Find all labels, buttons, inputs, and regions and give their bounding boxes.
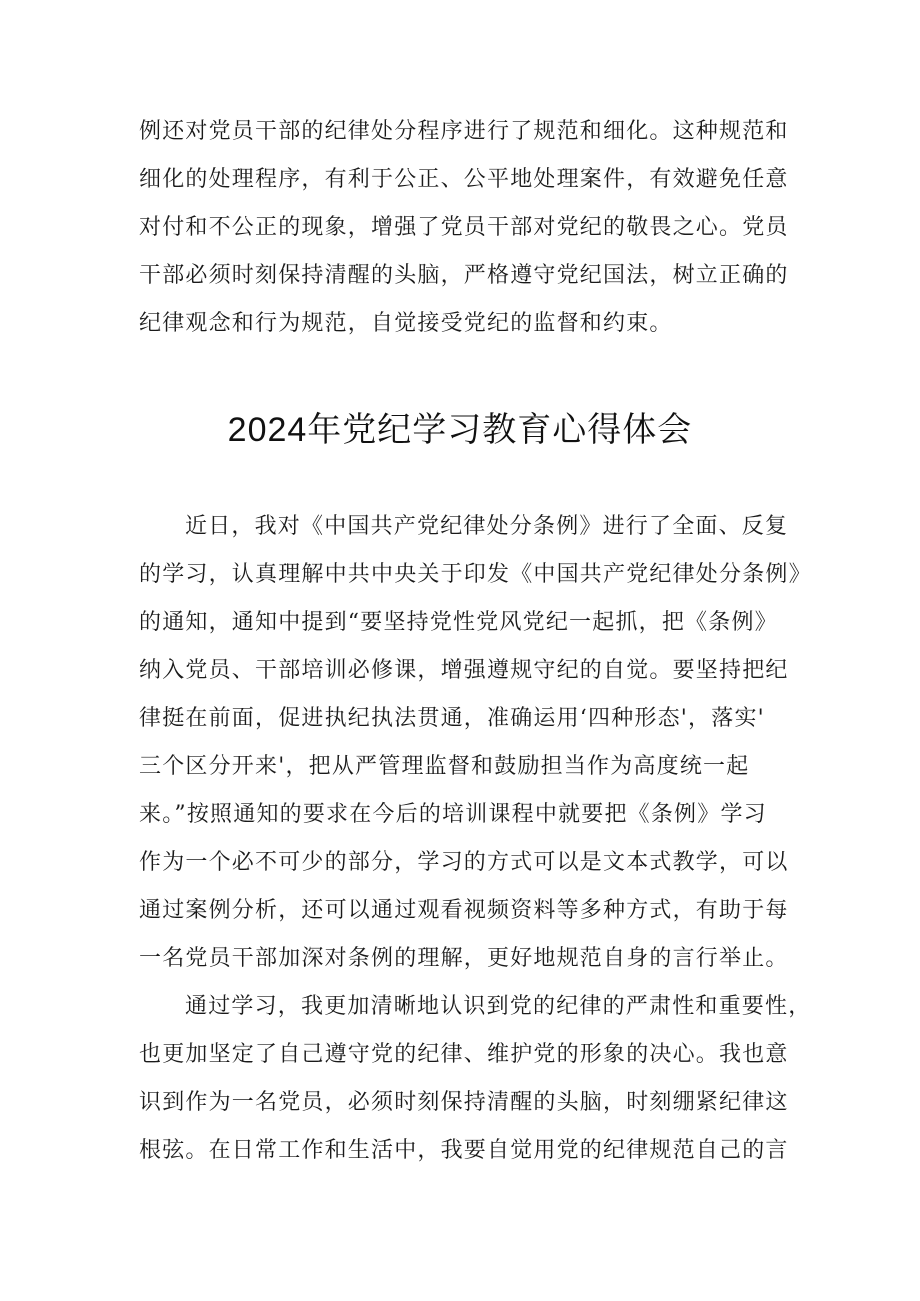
- text-line: 干部必须时刻保持清醒的头脑，严格遵守党纪国法，树立正确的: [139, 263, 789, 288]
- paragraph-2: [139, 983, 819, 1175]
- text-line: 通过案例分析，还可以通过观看视频资料等多种方式，有助于每: [139, 898, 789, 923]
- text-line: 的通知，通知中提到“要坚持党性党风党纪一起抓，把《条例》: [139, 610, 778, 635]
- text-line: 纪律观念和行为规范，自觉接受党纪的监督和约束。: [139, 311, 673, 336]
- text-line: 通过学习，我更加清晰地认识到党的纪律的严肃性和重要性，: [185, 994, 812, 1019]
- page-title: 2024年党纪学习教育心得体会: [227, 411, 693, 449]
- top-paragraph: [139, 108, 819, 348]
- text-line: 三个区分开来'，把从严管理监督和鼓励担当作为高度统一起: [139, 754, 750, 779]
- paragraph-1: [139, 503, 819, 983]
- text-line: 来。”按照通知的要求在今后的培训课程中就要把《条例》学习: [139, 802, 767, 827]
- text-line: 也更加坚定了自己遵守党的纪律、维护党的形象的决心。我也意: [139, 1042, 789, 1067]
- text-line: 例还对党员干部的纪律处分程序进行了规范和细化。这种规范和: [139, 119, 789, 144]
- text-line: 近日，我对《中国共产党纪律处分条例》进行了全面、反复: [185, 514, 789, 539]
- text-line: 纳入党员、干部培训必修课，增强遵规守纪的自觉。要坚持把纪: [139, 658, 789, 683]
- text-line: 的学习，认真理解中共中央关于印发《中国共产党纪律处分条例》: [139, 562, 812, 587]
- text-line: 一名党员干部加深对条例的理解，更好地规范自身的言行举止。: [139, 946, 789, 971]
- text-line: 根弦。在日常工作和生活中，我要自觉用党的纪律规范自己的言: [139, 1138, 789, 1163]
- text-line: 识到作为一名党员，必须时刻保持清醒的头脑，时刻绷紧纪律这: [139, 1090, 789, 1115]
- text-line: 作为一个必不可少的部分，学习的方式可以是文本式教学，可以: [139, 850, 789, 875]
- text-line: 律挺在前面，促进执纪执法贯通，准确运用‘四种形态'，落实': [139, 706, 765, 731]
- text-line: 细化的处理程序，有利于公正、公平地处理案件，有效避免任意: [139, 167, 789, 192]
- text-line: 对付和不公正的现象，增强了党员干部对党纪的敬畏之心。党员: [139, 215, 789, 240]
